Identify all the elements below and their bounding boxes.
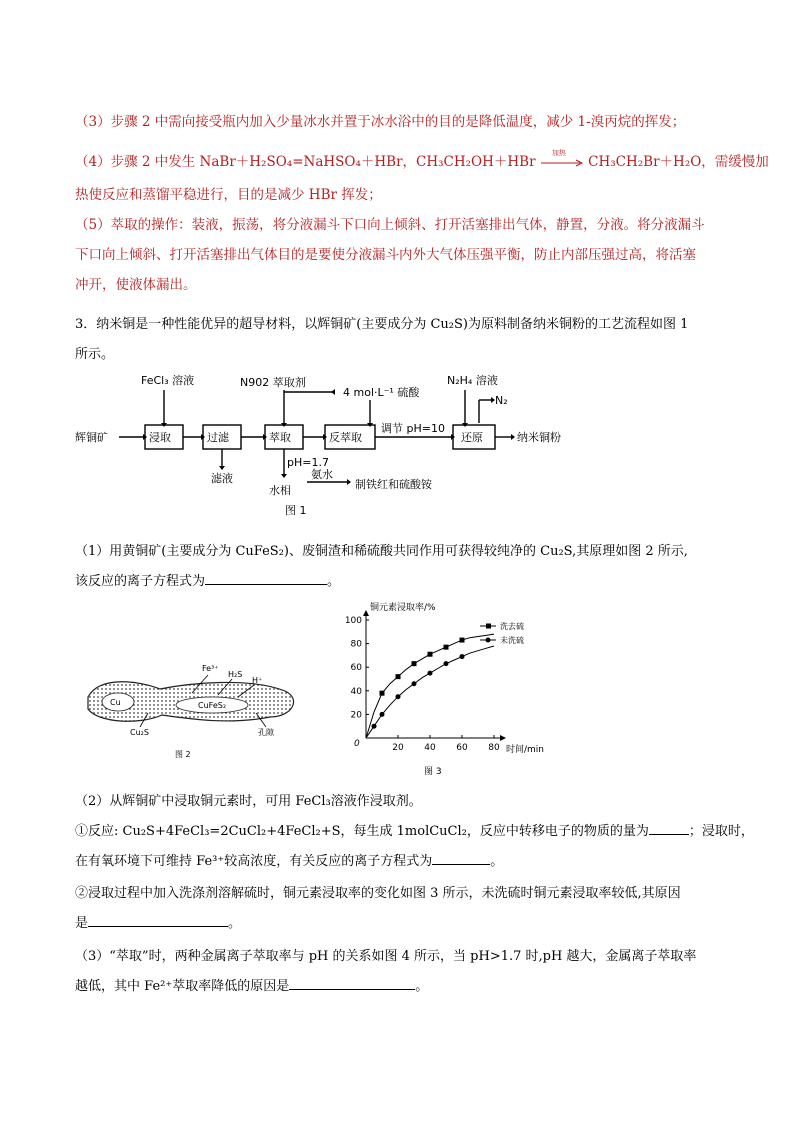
q3-part2-q2-end: 。	[490, 854, 504, 869]
q3-part1-end: 。	[327, 574, 341, 589]
figure-1-flowchart	[75, 370, 635, 520]
data-point	[428, 652, 433, 657]
q3-part2-q1-end: ；浸取时，	[688, 824, 754, 839]
flow-start-label: 辉铜矿	[75, 431, 108, 444]
series-line-washed	[366, 634, 494, 738]
figure-3-caption: 图 3	[424, 767, 442, 777]
reaction-arrow-icon	[540, 157, 584, 169]
series-line-unwashed	[366, 646, 494, 738]
box-leach-label: 浸取	[149, 431, 171, 444]
byproduct-label: 制铁红和硫酸铵	[355, 478, 432, 491]
x-tick-label: 40	[424, 743, 436, 753]
x-tick-label: 20	[392, 743, 404, 753]
q3-part1-line2	[75, 570, 340, 589]
heat-arrow	[540, 148, 584, 169]
answer-5-line3: 冲开，使液体漏出。	[75, 277, 197, 293]
q3-part1-line1: （1）用黄铜矿(主要成分为 CuFeS₂)、废铜渣和稀硫酸共同作用可获得较纯净的 Cu₂S,其原理如图 2 所示,	[75, 544, 688, 559]
label-hplus: H⁺	[252, 676, 263, 685]
q3-part2-q1: ①反应: Cu₂S+4FeCl₃=2CuCl₂+4FeCl₂+S，每生成 1molCuCl₂，反应中转移电子的物质的量为	[75, 824, 649, 839]
ammonia-label: 氨水	[311, 468, 333, 481]
y-tick-label: 60	[350, 663, 362, 674]
product-n2: N₂	[495, 394, 508, 407]
adjust-ph-label: 调节 pH=10	[381, 422, 445, 435]
figure-2-caption: 图 2	[175, 750, 191, 759]
chart-legend	[480, 621, 524, 645]
y-axis-arrow	[363, 610, 369, 616]
data-point	[444, 661, 449, 666]
label-fe3: Fe³⁺	[202, 664, 219, 673]
heat-arrow-label: 加热	[551, 148, 566, 157]
x-tick-label: 60	[456, 743, 468, 753]
legend-circle-marker	[486, 638, 491, 643]
reagent-n2h4: N₂H₄ 溶液	[447, 374, 498, 387]
answer-blank-1[interactable]	[205, 571, 327, 585]
y-tick-label: 100	[344, 616, 362, 626]
box-extract-label: 萃取	[269, 431, 291, 444]
data-point	[460, 654, 465, 659]
answer-blank-2[interactable]	[649, 821, 689, 835]
box-reduce-label: 还原	[461, 431, 483, 444]
figure-1-caption: 图 1	[285, 504, 307, 517]
data-point	[460, 638, 465, 643]
label-cu2s: Cu₂S	[130, 728, 149, 737]
x-tick-label: 80	[488, 743, 500, 753]
legend-unwashed: 未洗硫	[500, 636, 524, 645]
y-tick-label: 40	[350, 686, 362, 697]
ph-condition-label: pH=1.7	[287, 456, 329, 469]
q3-part2-q3: 是	[75, 916, 89, 931]
box-strip-label: 反萃取	[329, 431, 362, 444]
answer-blank-5[interactable]	[289, 976, 415, 990]
legend-square-marker	[486, 624, 491, 629]
answer-3: （3）步骤 2 中需向接受瓶内加入少量冰水并置于冰水浴中的目的是降低温度，减少 1-溴丙烷的挥发；	[75, 114, 686, 130]
q3-part2-line2	[75, 820, 754, 839]
q3-part2-line4: ②浸取过程中加入洗涤剂溶解硫时，铜元素浸取率的变化如图 3 所示，未洗硫时铜元素浸取率较低,其原因	[75, 886, 681, 901]
q3-part3-prompt: 越低，其中 Fe²⁺萃取率降低的原因是	[75, 979, 290, 994]
q3-part2-line3	[75, 850, 503, 869]
x-axis-label: 时间/min	[506, 745, 545, 755]
q3-part2-q2: 在有氧环境下可维持 Fe³⁺较高浓度，有关反应的离子方程式为	[75, 854, 433, 869]
legend-washed: 洗去硫	[500, 622, 524, 631]
filtrate-label: 滤液	[211, 472, 233, 485]
q3-intro-line2: 所示。	[75, 347, 115, 362]
answer-4-line1	[75, 150, 769, 170]
x-axis-arrow	[500, 735, 506, 741]
q3-part3-line2	[75, 975, 428, 994]
origin-label: 0	[354, 739, 360, 749]
figure-3-chart	[330, 600, 550, 780]
data-point	[412, 681, 417, 686]
label-cu: Cu	[110, 698, 121, 707]
answer-5-line1: （5）萃取的操作：装液，振荡，将分液漏斗下口向上倾斜、打开活塞排出气体，静置，分液。将分液漏斗	[75, 217, 705, 233]
y-axis-label: 铜元素浸取率/%	[370, 603, 436, 613]
answer-5-line2: 下口向上倾斜、打开活塞排出气体目的是要使分液漏斗内外大气体压强平衡，防止内部压强过高，将活塞	[75, 247, 696, 263]
q3-part2-line1: （2）从辉铜矿中浸取铜元素时，可用 FeCl₃溶液作浸取剂。	[75, 794, 422, 809]
y-tick-label: 80	[350, 639, 362, 650]
data-point	[444, 645, 449, 650]
data-point	[380, 712, 385, 717]
reagent-fecl3: FeCl₃ 溶液	[141, 374, 195, 387]
reagent-sulfuric-acid: 4 mol·L⁻¹ 硫酸	[343, 386, 420, 399]
answer-blank-3[interactable]	[432, 851, 490, 865]
q3-part2-line5	[75, 912, 241, 931]
data-point	[396, 674, 401, 679]
reagent-n902: N902 萃取剂	[240, 376, 306, 389]
flow-end-label: 纳米铜粉	[517, 431, 561, 444]
data-point	[396, 694, 401, 699]
answer-blank-4[interactable]	[88, 913, 228, 927]
figure-2-schematic	[80, 655, 310, 765]
data-point	[412, 661, 417, 666]
data-point	[372, 724, 377, 729]
answer-4-line2: 热使反应和蒸馏平稳进行，目的是减少 HBr 挥发；	[75, 187, 382, 203]
data-point	[380, 691, 385, 696]
label-pore: 孔隙	[258, 728, 274, 737]
y-tick-label: 20	[350, 710, 362, 721]
label-h2s: H₂S	[228, 670, 243, 679]
q3-part1-prompt: 该反应的离子方程式为	[75, 574, 206, 589]
q3-intro-line1: 3．纳米铜是一种性能优异的超导材料，以辉铜矿(主要成分为 Cu₂S)为原料制备纳米铜粉的工艺流程如图 1	[75, 317, 689, 332]
data-point	[428, 671, 433, 676]
label-cufes2: CuFeS₂	[198, 701, 227, 710]
answer-4-eq-left: （4）步骤 2 中发生 NaBr＋H₂SO₄=NaHSO₄＋HBr，CH₃CH₂OH＋HBr	[75, 154, 536, 170]
q3-part3-line1: （3）“萃取”时，两种金属离子萃取率与 pH 的关系如图 4 所示，当 pH>1.7 时,pH 越大，金属离子萃取率	[75, 949, 697, 964]
q3-part2-q3-end: 。	[228, 916, 242, 931]
answer-4-eq-right: CH₃CH₂Br＋H₂O，需缓慢加	[588, 154, 769, 170]
box-filter-label: 过滤	[207, 431, 229, 444]
q3-part3-end: 。	[415, 979, 429, 994]
water-phase-label: 水相	[269, 484, 291, 497]
